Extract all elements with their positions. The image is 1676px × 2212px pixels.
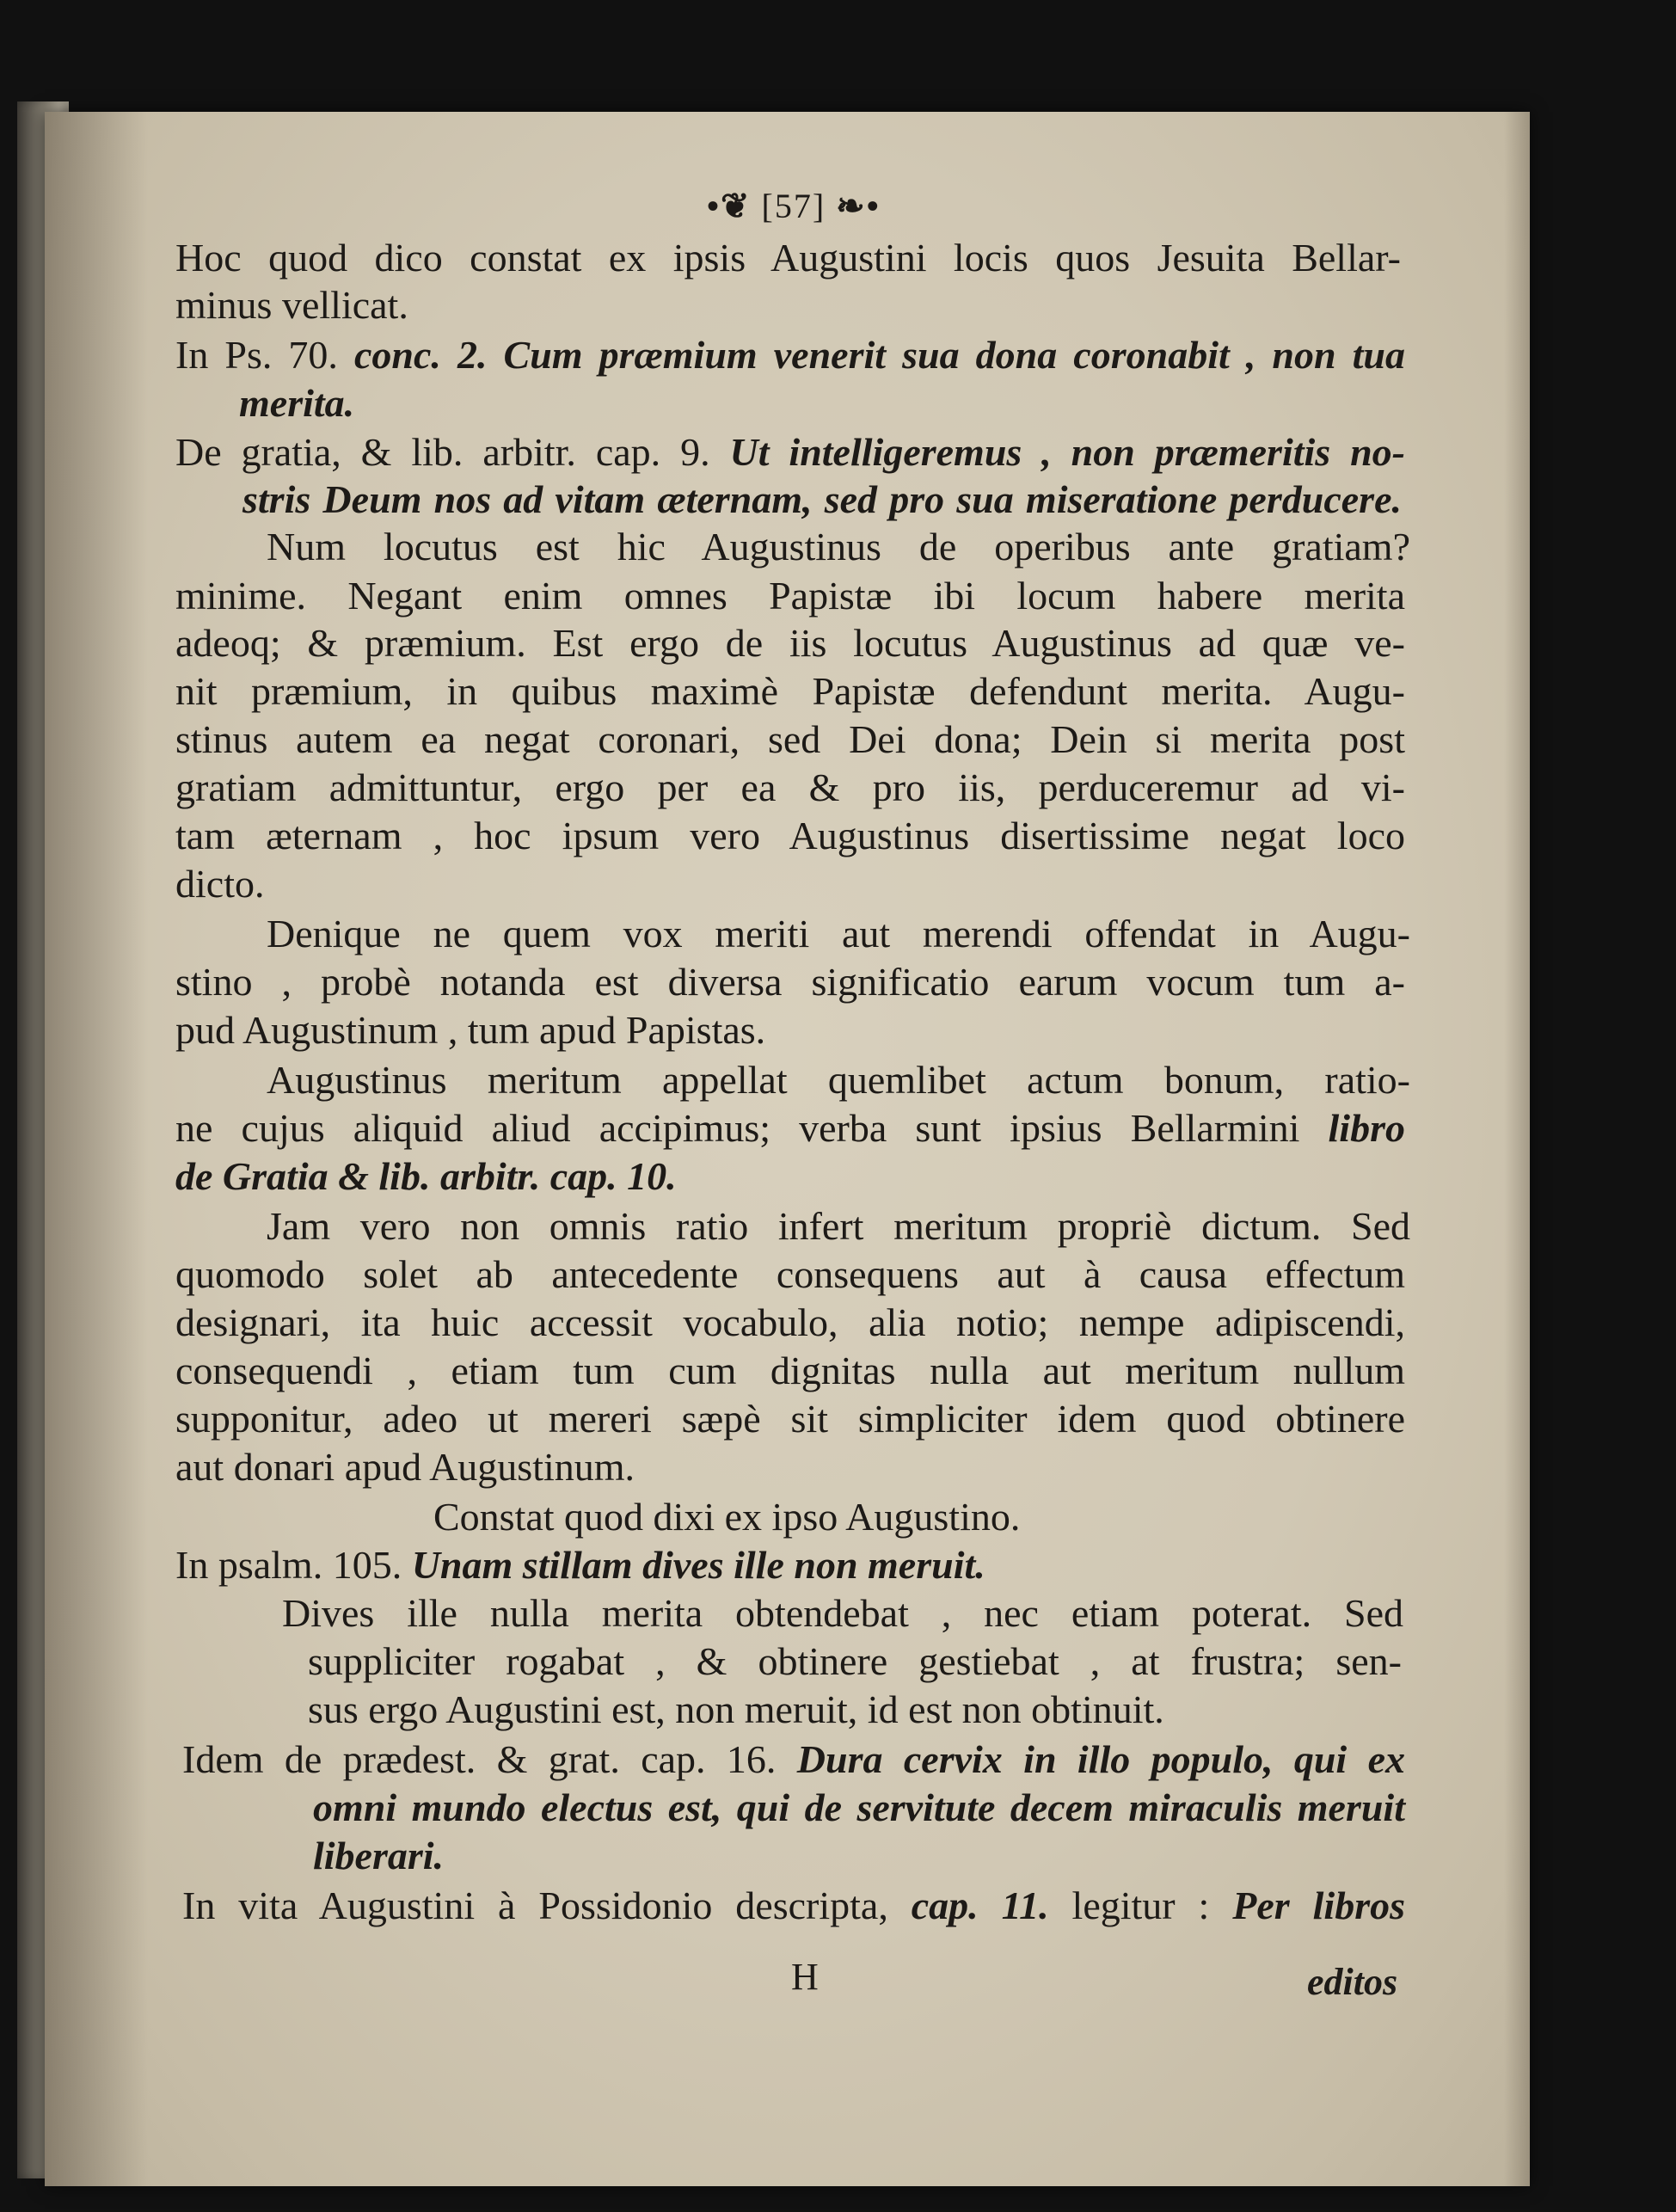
text-segment: In psalm. 105. [175,1543,412,1587]
italic-segment: Ut intelligeremus , non præmeritis no- [729,430,1405,474]
text-line [175,1541,985,1589]
text-segment: Hoc quod dico constat ex ipsis Augustini locis quos Jesuita Bellar- [175,236,1401,280]
text-line [175,1250,1405,1299]
text-line [175,812,1405,860]
text-line [175,281,408,329]
text-line [175,619,1405,667]
running-header [707,182,881,230]
text-line [267,1056,1410,1104]
book-page [45,112,1530,2186]
text-segment: adeoq; & præmium. Est ergo de iis locutus Augustinus ad quæ ve- [175,621,1405,665]
italic-segment: liberari. [313,1834,445,1877]
italic-segment: Unam stillam dives ille non meruit. [411,1543,985,1587]
text-line [308,1637,1402,1686]
text-segment: dicto. [175,862,265,906]
text-segment: tam æternam , hoc ipsum vero Augustinus disertissime negat loco [175,814,1405,857]
text-segment: quomodo solet ab antecedente consequens aut à causa effectum [175,1252,1405,1296]
italic-segment: stris Deum nos ad vitam æternam, sed pro sua miseratione perducere. [242,477,1402,521]
text-line [175,764,1405,812]
text-line [313,1832,444,1880]
text-segment: Denique ne quem vox meriti aut merendi offendat in Augu- [267,912,1410,955]
text-segment: Constat quod dixi ex ipso Augustino. [433,1495,1021,1539]
text-line [175,1347,1405,1395]
text-line [175,572,1405,620]
text-segment: suppliciter rogabat , & obtinere gestiebat , at frustra; sen- [308,1639,1402,1683]
text-line [175,958,1405,1006]
italic-segment: Dura cervix in illo populo, qui ex [796,1737,1406,1781]
text-line [175,234,1401,282]
text-segment: stinus autem ea negat coronari, sed Dei dona; Dein si merita post [175,717,1405,761]
italic-segment: omni mundo electus est, qui de servitute decem miraculis meruit [313,1785,1405,1829]
text-line [175,1299,1405,1347]
page-text [45,112,1530,2186]
text-segment: aut donari apud Augustinum. [175,1445,635,1489]
italic-segment: de Gratia & lib. arbitr. cap. 10. [175,1154,677,1198]
text-segment: Idem de prædest. & grat. cap. 16. [182,1737,797,1781]
text-segment: gratiam admittuntur, ergo per ea & pro iis, perduceremur ad vi- [175,765,1405,809]
text-segment: Dives ille nulla merita obtendebat , nec etiam poterat. Sed [282,1591,1403,1635]
text-segment: ne cujus aliquid aliud accipimus; verba sunt ipsius Bellarmini [175,1106,1329,1150]
italic-segment: cap. 11. [911,1883,1049,1927]
text-line [175,1152,677,1201]
text-line [175,667,1405,716]
text-line [175,860,264,908]
text-segment: consequendi , etiam tum cum dignitas nulla aut meritum nullum [175,1349,1405,1392]
text-line [267,910,1410,958]
text-segment: legitur : [1048,1883,1233,1927]
text-line [313,1784,1405,1832]
text-segment: nit præmium, in quibus maximè Papistæ defendunt merita. Augu- [175,669,1405,713]
text-line [267,523,1410,571]
text-line [239,379,354,427]
text-segment: Augustinus meritum appellat quemlibet actum bonum, ratio- [267,1058,1410,1102]
text-line [267,1202,1410,1250]
italic-segment: conc. 2. Cum præmium venerit sua dona coronabit , non tua [354,333,1405,377]
text-line [433,1493,1020,1541]
text-line [175,1006,765,1054]
italic-segment: merita. [239,381,355,425]
text-segment: sus ergo Augustini est, non meruit, id est non obtinuit. [308,1687,1164,1731]
text-line [175,1395,1405,1443]
page-number: [57] [761,187,826,225]
text-segment: In Ps. 70. [175,333,354,377]
text-line [282,1589,1403,1637]
text-segment: In vita Augustini à Possidonio descripta, [182,1883,912,1927]
text-line [182,1736,1405,1784]
text-line [175,1104,1405,1152]
header-ornament-right: ❧• [836,187,881,225]
text-segment: Jam vero non omnis ratio infert meritum propriè dictum. Sed [267,1204,1410,1248]
text-line [175,331,1405,379]
text-line [175,716,1405,764]
text-line [182,1882,1405,1930]
italic-segment: libro [1328,1106,1405,1150]
text-segment: stino , probè notanda est diversa significatio earum vocum tum a- [175,960,1405,1004]
text-line [308,1686,1164,1734]
text-segment: minus vellicat. [175,283,408,327]
text-segment: supponitur, adeo ut mereri sæpè sit simpliciter idem quod obtinere [175,1397,1405,1441]
signature-mark: H [791,1956,819,1998]
text-segment: De gratia, & lib. arbitr. cap. 9. [175,430,730,474]
text-segment: pud Augustinum , tum apud Papistas. [175,1008,766,1052]
header-ornament-left: •❦ [707,187,752,225]
text-segment: Num locutus est hic Augustinus de operibus ante gratiam? [267,525,1410,568]
text-line [242,476,1402,524]
text-segment: designari, ita huic accessit vocabulo, alia notio; nempe adipiscendi, [175,1300,1405,1344]
text-line [175,428,1405,476]
italic-segment: Per libros [1232,1883,1406,1927]
text-line [175,1443,635,1491]
text-segment: minime. Negant enim omnes Papistæ ibi locum habere merita [175,574,1405,618]
catchword: editos [1307,1961,1398,2003]
